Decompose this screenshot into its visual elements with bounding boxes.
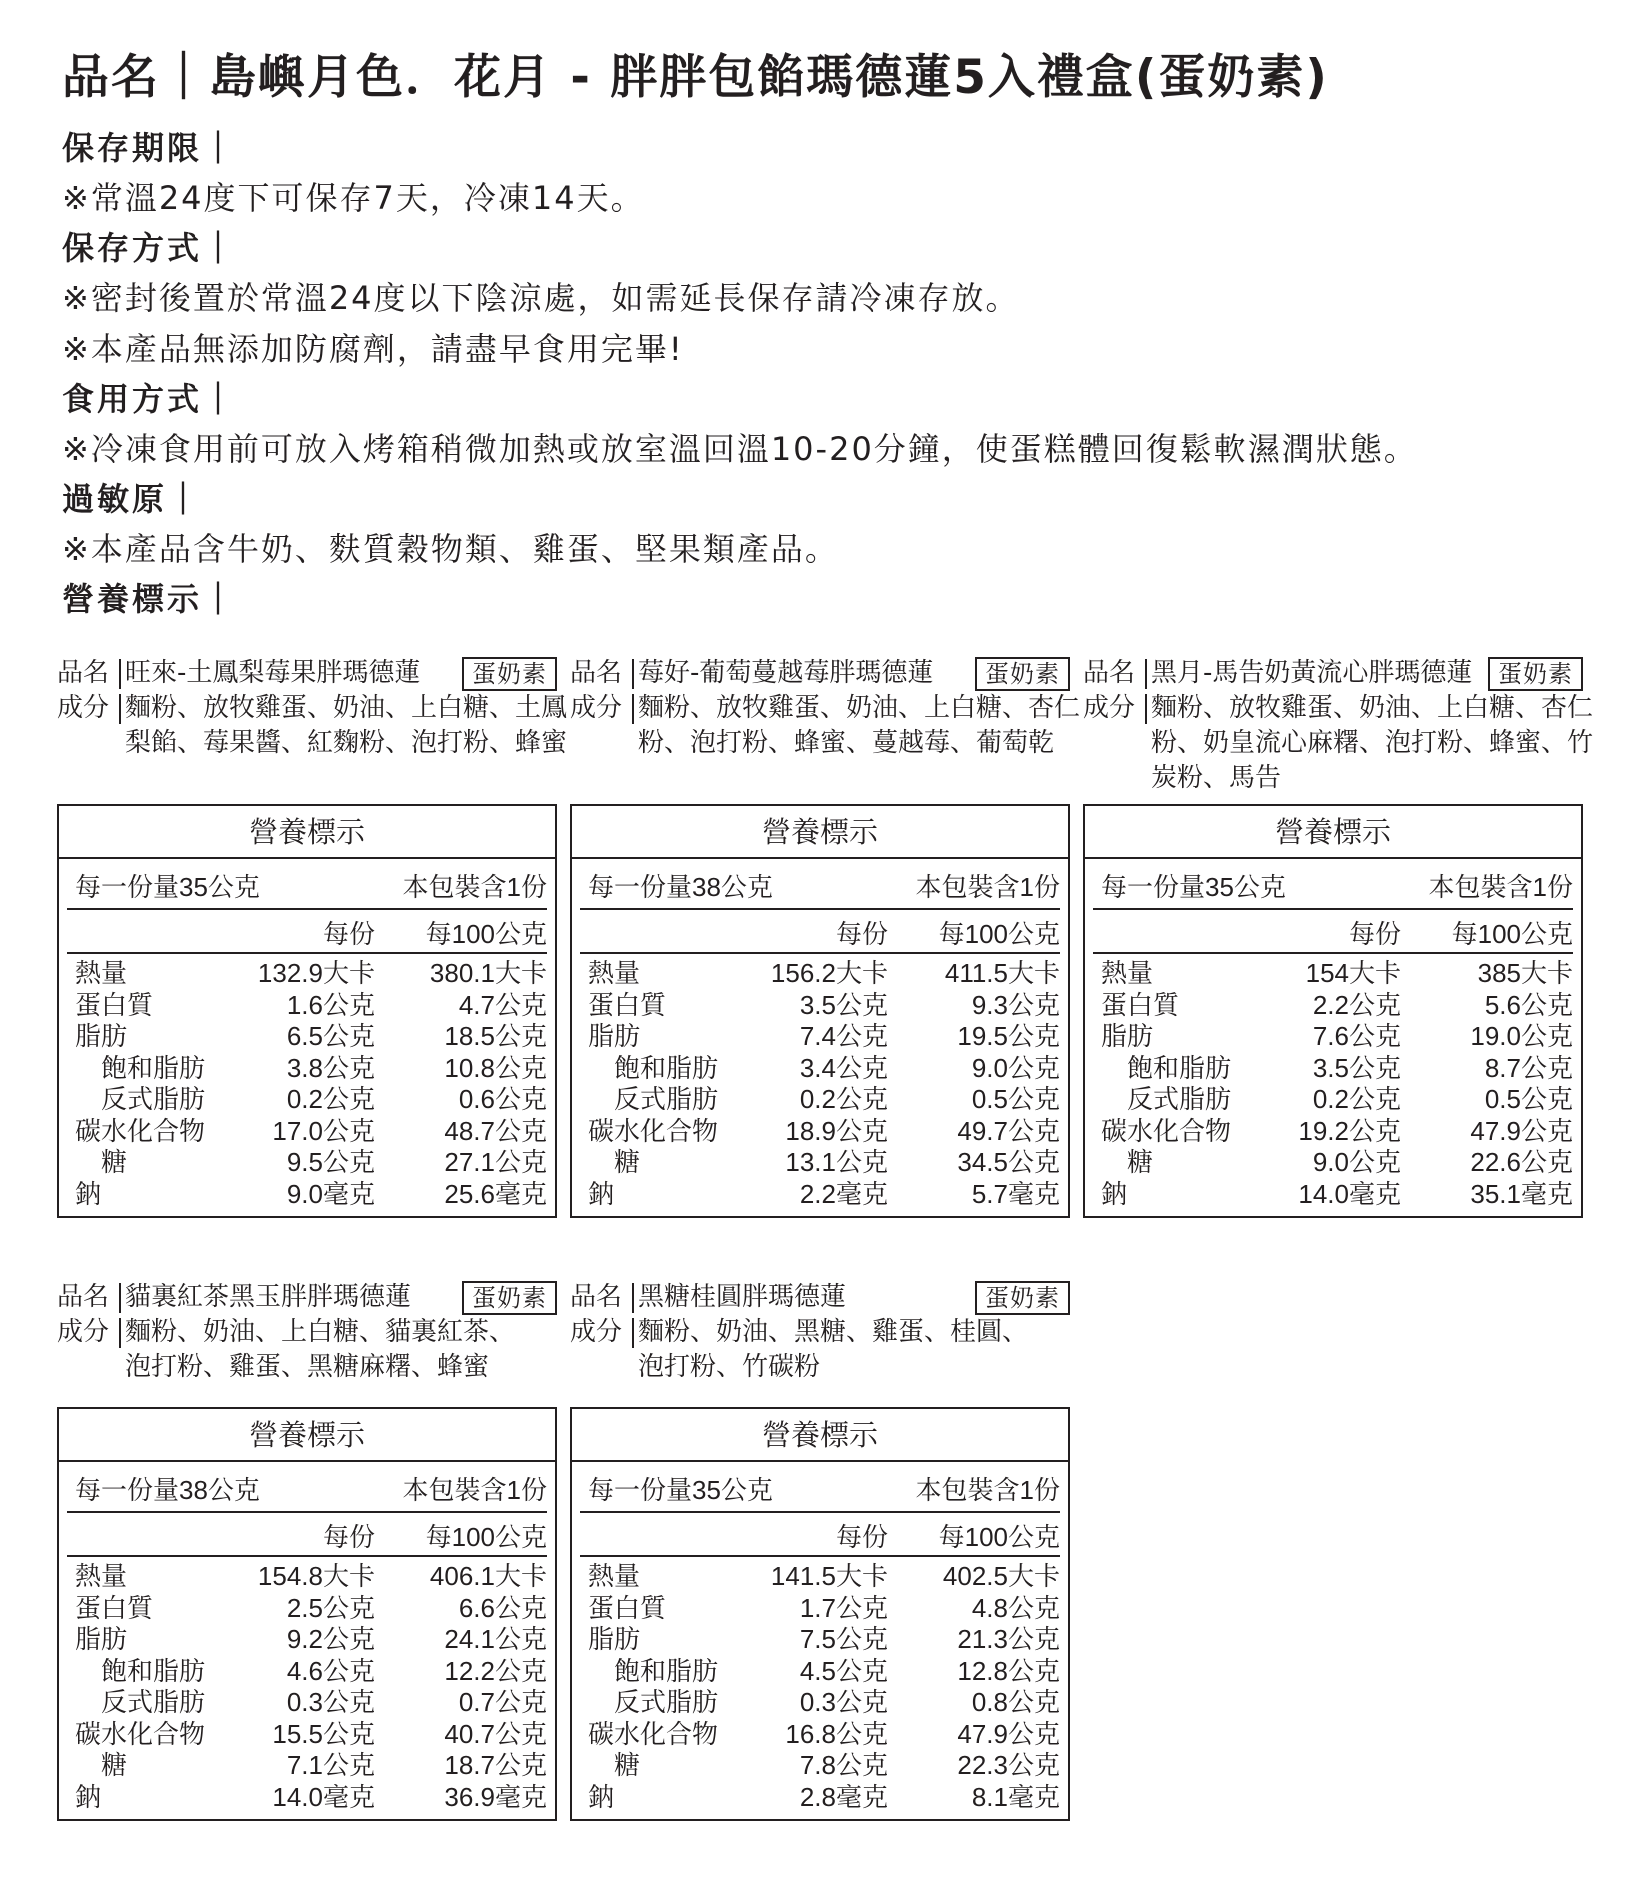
product-name: 貓裏紅茶黑玉胖胖瑪德蓮 — [125, 1282, 412, 1312]
per-serving-value: 4.6公克 — [286, 1655, 375, 1686]
serving-row — [67, 861, 547, 910]
per-serving-value: 0.2公克 — [1312, 1084, 1401, 1114]
nutrient-row — [1093, 1021, 1573, 1053]
nutrient-row — [67, 1021, 547, 1053]
per-serving-value: 3.5公克 — [799, 989, 888, 1020]
per-100g-value: 0.7公克 — [458, 1687, 547, 1717]
per-serving-value: 0.3公克 — [286, 1687, 375, 1717]
ingredients-line: 粉、泡打粉、蜂蜜、蔓越莓、葡萄乾 — [638, 728, 1055, 758]
nutrient-name: 反式脂肪 — [614, 1084, 719, 1114]
per-serving-value: 2.2公克 — [1312, 989, 1401, 1020]
nutrient-row — [1093, 1147, 1573, 1179]
per-serving-value: 0.2公克 — [286, 1084, 375, 1114]
nutrient-name: 糖 — [101, 1147, 128, 1177]
product-info-5 — [570, 1280, 1070, 1385]
ingredients-row — [570, 691, 1081, 761]
per-100g-value: 0.5公克 — [971, 1084, 1060, 1114]
nutrition-table-4 — [57, 1407, 557, 1821]
nutrition-table-title: 營養標示 — [1085, 806, 1581, 859]
product-name-row — [57, 1280, 557, 1315]
per-100g-value: 0.6公克 — [458, 1084, 547, 1114]
per-100g-value: 5.7毫克 — [971, 1178, 1060, 1209]
divider-bar — [632, 659, 634, 689]
per-serving-value: 7.8公克 — [799, 1750, 888, 1780]
per-100g-value: 22.6公克 — [1470, 1147, 1573, 1177]
servings-per-pack: 本包裝含1份 — [402, 1475, 547, 1505]
nutrition-table-body — [1085, 861, 1581, 1216]
nutrient-name: 蛋白質 — [588, 1592, 667, 1623]
per-serving-value: 9.5公克 — [286, 1147, 375, 1177]
nutrient-row — [67, 1179, 547, 1211]
nutrient-row — [1093, 1084, 1573, 1116]
nutrition-heading: 營養標示｜ — [62, 580, 238, 618]
nutrient-name: 糖 — [1127, 1147, 1154, 1177]
nutrition-table-body — [59, 861, 555, 1216]
per-100g-value: 402.5大卡 — [942, 1561, 1060, 1591]
ingredients-line: 麵粉、放牧雞蛋、奶油、上白糖、杏仁 — [638, 693, 1081, 723]
per-serving-value: 2.8毫克 — [799, 1781, 888, 1812]
per-serving-value: 7.1公克 — [286, 1750, 375, 1780]
product-name-row — [57, 656, 557, 691]
nutrient-name: 飽和脂肪 — [614, 1655, 719, 1686]
name-label: 品名 — [57, 1282, 110, 1312]
nutrient-row — [580, 1084, 1060, 1116]
product-name: 黑糖桂圓胖瑪德蓮 — [638, 1282, 847, 1312]
nutrient-row — [67, 1084, 547, 1116]
per-100g-value: 0.8公克 — [971, 1687, 1060, 1717]
servings-per-pack: 本包裝含1份 — [1428, 872, 1573, 902]
divider-bar — [1145, 659, 1147, 689]
ingredients-text — [638, 691, 1081, 761]
per-serving-value: 7.5公克 — [799, 1624, 888, 1654]
nutrition-table-2 — [570, 804, 1070, 1218]
nutrition-table-body — [59, 1464, 555, 1819]
nutrient-row — [67, 990, 547, 1022]
ingredients-row — [570, 1315, 1070, 1385]
ingredients-label: 成分 — [570, 693, 623, 723]
per-100g-value: 9.3公克 — [971, 989, 1060, 1020]
nutrient-name: 反式脂肪 — [614, 1687, 719, 1717]
nutrient-name: 鈉 — [588, 1178, 615, 1209]
ingredients-line: 粉、奶皇流心麻糬、泡打粉、蜂蜜、竹 — [1151, 728, 1594, 758]
shelf-life-text: ※常溫24度下可保存7天，冷凍14天。 — [62, 179, 645, 217]
per-serving-value: 14.0毫克 — [1298, 1178, 1401, 1209]
ingredients-text — [1151, 691, 1594, 796]
ingredients-line: 麵粉、放牧雞蛋、奶油、上白糖、土鳳 — [125, 693, 568, 723]
divider-bar — [119, 1283, 121, 1313]
serving-row — [67, 1464, 547, 1513]
nutrient-name: 鈉 — [75, 1781, 102, 1812]
per-serving-value: 3.5公克 — [1312, 1052, 1401, 1083]
nutrient-row — [1093, 958, 1573, 990]
per-serving-value: 154大卡 — [1305, 958, 1401, 988]
nutrient-name: 蛋白質 — [588, 989, 667, 1020]
ingredients-label: 成分 — [570, 1317, 623, 1347]
nutrient-name: 熱量 — [588, 1561, 641, 1591]
name-label: 品名 — [570, 1282, 623, 1312]
per-100g-value: 8.7公克 — [1484, 1052, 1573, 1083]
per-serving-value: 16.8公克 — [785, 1718, 888, 1749]
per-serving-value: 4.5公克 — [799, 1655, 888, 1686]
per-100g-value: 47.9公克 — [1470, 1115, 1573, 1146]
nutrient-row — [1093, 1116, 1573, 1148]
per-100g-value: 19.5公克 — [957, 1021, 1060, 1051]
servings-per-pack: 本包裝含1份 — [402, 872, 547, 902]
ingredients-line: 炭粉、馬告 — [1151, 763, 1282, 793]
per-100g-value: 47.9公克 — [957, 1718, 1060, 1749]
per-serving-header: 每份 — [835, 919, 888, 949]
divider-bar — [632, 1318, 634, 1348]
column-header-row — [1093, 910, 1573, 954]
column-header-row — [67, 910, 547, 954]
per-100g-value: 35.1毫克 — [1470, 1178, 1573, 1209]
nutrient-name: 蛋白質 — [75, 989, 154, 1020]
nutrient-row — [580, 1147, 1060, 1179]
nutrient-name: 脂肪 — [75, 1624, 128, 1654]
nutrient-name: 糖 — [101, 1750, 128, 1780]
ingredients-line: 泡打粉、竹碳粉 — [638, 1352, 821, 1382]
per-100g-value: 6.6公克 — [458, 1592, 547, 1623]
product-info-1 — [57, 656, 568, 761]
nutrient-row — [580, 1561, 1060, 1593]
per-serving-header: 每份 — [322, 1522, 375, 1552]
serving-size: 每一份量35公克 — [588, 1475, 773, 1505]
nutrient-name: 飽和脂肪 — [1127, 1052, 1232, 1083]
ingredients-label: 成分 — [57, 1317, 110, 1347]
usage-heading: 食用方式｜ — [62, 380, 238, 418]
ingredients-line: 泡打粉、雞蛋、黑糖麻糬、蜂蜜 — [125, 1352, 490, 1382]
nutrition-table-5 — [570, 1407, 1070, 1821]
divider-bar — [119, 659, 121, 689]
nutrient-name: 熱量 — [75, 1561, 128, 1591]
nutrient-row — [67, 1147, 547, 1179]
per-serving-value: 154.8大卡 — [257, 1561, 375, 1591]
nutrient-row — [67, 1593, 547, 1625]
allergen-text: ※本產品含牛奶、麩質穀物類、雞蛋、堅果類產品。 — [62, 530, 839, 568]
diet-tag: 蛋奶素 — [1488, 657, 1583, 691]
ingredients-row — [1083, 691, 1594, 796]
per-serving-value: 7.4公克 — [799, 1021, 888, 1051]
diet-tag: 蛋奶素 — [975, 1281, 1070, 1315]
name-label: 品名 — [570, 658, 623, 688]
nutrient-name: 糖 — [614, 1750, 641, 1780]
serving-size: 每一份量35公克 — [75, 872, 260, 902]
nutrient-row — [67, 1561, 547, 1593]
nutrient-name: 糖 — [614, 1147, 641, 1177]
divider-bar — [632, 694, 634, 724]
ingredients-label: 成分 — [1083, 693, 1136, 723]
per-serving-value: 9.2公克 — [286, 1624, 375, 1654]
serving-size: 每一份量38公克 — [75, 1475, 260, 1505]
nutrient-name: 碳水化合物 — [75, 1718, 206, 1749]
nutrient-row — [580, 1719, 1060, 1751]
per-100g-value: 0.5公克 — [1484, 1084, 1573, 1114]
column-header-row — [67, 1513, 547, 1557]
nutrient-name: 鈉 — [1101, 1178, 1128, 1209]
divider-bar — [119, 694, 121, 724]
nutrient-name: 熱量 — [75, 958, 128, 988]
storage-method-text: ※密封後置於常溫24度以下陰涼處，如需延長保存請冷凍存放。 — [62, 279, 1020, 317]
per-serving-value: 2.2毫克 — [799, 1178, 888, 1209]
serving-size: 每一份量38公克 — [588, 872, 773, 902]
nutrient-row — [1093, 990, 1573, 1022]
nutrient-row — [67, 1687, 547, 1719]
per-100g-value: 49.7公克 — [957, 1115, 1060, 1146]
allergen-heading: 過敏原｜ — [62, 480, 203, 518]
product-name: 黑月-馬告奶黃流心胖瑪德蓮 — [1151, 658, 1473, 688]
per-100g-value: 48.7公克 — [444, 1115, 547, 1146]
nutrient-name: 碳水化合物 — [588, 1115, 719, 1146]
per-100g-header: 每100公克 — [938, 1522, 1060, 1552]
nutrient-name: 熱量 — [1101, 958, 1154, 988]
per-100g-value: 40.7公克 — [444, 1718, 547, 1749]
nutrient-row — [580, 1179, 1060, 1211]
nutrient-name: 反式脂肪 — [101, 1084, 206, 1114]
nutrient-name: 脂肪 — [588, 1624, 641, 1654]
nutrient-row — [1093, 1053, 1573, 1085]
nutrient-row — [67, 1624, 547, 1656]
nutrient-name: 反式脂肪 — [1127, 1084, 1232, 1114]
diet-tag: 蛋奶素 — [462, 657, 557, 691]
column-header-row — [580, 910, 1060, 954]
per-100g-value: 22.3公克 — [957, 1750, 1060, 1780]
page-title: 品名｜島嶼月色．花月 - 胖胖包餡瑪德蓮5入禮盒(蛋奶素) — [62, 50, 1329, 105]
per-serving-value: 1.6公克 — [286, 989, 375, 1020]
preservative-note: ※本產品無添加防腐劑，請盡早食用完畢! — [62, 330, 684, 368]
per-100g-header: 每100公克 — [425, 919, 547, 949]
product-info-4 — [57, 1280, 557, 1385]
nutrient-row — [580, 990, 1060, 1022]
product-name: 莓好-葡萄蔓越莓胖瑪德蓮 — [638, 658, 934, 688]
per-serving-value: 7.6公克 — [1312, 1021, 1401, 1051]
nutrient-name: 蛋白質 — [1101, 989, 1180, 1020]
nutrient-rows — [67, 954, 547, 1216]
nutrition-table-title: 營養標示 — [59, 1409, 555, 1462]
per-serving-header: 每份 — [835, 1522, 888, 1552]
nutrient-row — [580, 1782, 1060, 1814]
nutrient-name: 鈉 — [588, 1781, 615, 1812]
serving-row — [580, 861, 1060, 910]
per-serving-value: 141.5大卡 — [770, 1561, 888, 1591]
usage-text: ※冷凍食用前可放入烤箱稍微加熱或放室溫回溫10-20分鐘，使蛋糕體回復鬆軟濕潤狀態。 — [62, 430, 1418, 468]
per-100g-header: 每100公克 — [938, 919, 1060, 949]
product-name-row — [570, 1280, 1070, 1315]
nutrient-name: 熱量 — [588, 958, 641, 988]
diet-tag: 蛋奶素 — [975, 657, 1070, 691]
divider-bar — [1145, 694, 1147, 724]
nutrient-row — [67, 1750, 547, 1782]
name-label: 品名 — [57, 658, 110, 688]
per-serving-value: 3.8公克 — [286, 1052, 375, 1083]
nutrient-row — [580, 1053, 1060, 1085]
per-serving-value: 156.2大卡 — [770, 958, 888, 988]
per-serving-value: 14.0毫克 — [272, 1781, 375, 1812]
per-serving-value: 132.9大卡 — [257, 958, 375, 988]
per-100g-value: 9.0公克 — [971, 1052, 1060, 1083]
per-serving-value: 9.0毫克 — [286, 1178, 375, 1209]
nutrient-name: 脂肪 — [1101, 1021, 1154, 1051]
divider-bar — [119, 1318, 121, 1348]
nutrient-name: 鈉 — [75, 1178, 102, 1209]
per-serving-value: 0.3公克 — [799, 1687, 888, 1717]
nutrition-table-title: 營養標示 — [59, 806, 555, 859]
ingredients-text — [638, 1315, 1070, 1385]
storage-info — [62, 124, 1582, 624]
product-name-row — [570, 656, 1070, 691]
per-serving-value: 18.9公克 — [785, 1115, 888, 1146]
nutrition-table-1 — [57, 804, 557, 1218]
nutrient-row — [580, 1593, 1060, 1625]
nutrient-row — [67, 1656, 547, 1688]
nutrient-row — [580, 1687, 1060, 1719]
nutrient-row — [67, 1719, 547, 1751]
per-100g-value: 12.2公克 — [444, 1655, 547, 1686]
per-100g-value: 406.1大卡 — [429, 1561, 547, 1591]
per-serving-value: 6.5公克 — [286, 1021, 375, 1051]
per-100g-value: 4.8公克 — [971, 1592, 1060, 1623]
diet-tag: 蛋奶素 — [462, 1281, 557, 1315]
nutrition-table-3 — [1083, 804, 1583, 1218]
per-100g-value: 25.6毫克 — [444, 1178, 547, 1209]
per-serving-header: 每份 — [322, 919, 375, 949]
serving-row — [1093, 861, 1573, 910]
per-100g-value: 27.1公克 — [444, 1147, 547, 1177]
nutrient-row — [580, 1750, 1060, 1782]
per-serving-value: 3.4公克 — [799, 1052, 888, 1083]
ingredients-line: 麵粉、奶油、黑糖、雞蛋、桂圓、 — [638, 1317, 1029, 1347]
per-serving-value: 17.0公克 — [272, 1115, 375, 1146]
per-100g-value: 380.1大卡 — [429, 958, 547, 988]
nutrient-rows — [580, 1557, 1060, 1819]
per-serving-value: 1.7公克 — [799, 1592, 888, 1623]
per-serving-value: 19.2公克 — [1298, 1115, 1401, 1146]
nutrient-name: 脂肪 — [75, 1021, 128, 1051]
per-100g-value: 18.7公克 — [444, 1750, 547, 1780]
product-info-2 — [570, 656, 1081, 761]
nutrient-name: 飽和脂肪 — [614, 1052, 719, 1083]
nutrient-name: 飽和脂肪 — [101, 1052, 206, 1083]
nutrient-name: 反式脂肪 — [101, 1687, 206, 1717]
nutrient-name: 碳水化合物 — [75, 1115, 206, 1146]
per-serving-header: 每份 — [1348, 919, 1401, 949]
nutrition-table-title: 營養標示 — [572, 1409, 1068, 1462]
per-100g-value: 5.6公克 — [1484, 989, 1573, 1020]
nutrition-table-title: 營養標示 — [572, 806, 1068, 859]
servings-per-pack: 本包裝含1份 — [915, 1475, 1060, 1505]
per-100g-value: 4.7公克 — [458, 989, 547, 1020]
per-100g-value: 19.0公克 — [1470, 1021, 1573, 1051]
per-100g-value: 18.5公克 — [444, 1021, 547, 1051]
per-serving-value: 13.1公克 — [785, 1147, 888, 1177]
product-info-3 — [1083, 656, 1594, 796]
per-100g-value: 411.5大卡 — [944, 958, 1060, 988]
per-100g-value: 24.1公克 — [444, 1624, 547, 1654]
nutrient-row — [580, 1624, 1060, 1656]
nutrient-row — [580, 1116, 1060, 1148]
nutrient-row — [580, 1656, 1060, 1688]
per-100g-header: 每100公克 — [1451, 919, 1573, 949]
nutrient-row — [580, 1021, 1060, 1053]
nutrient-name: 碳水化合物 — [1101, 1115, 1232, 1146]
nutrition-table-body — [572, 1464, 1068, 1819]
nutrient-name: 蛋白質 — [75, 1592, 154, 1623]
nutrient-row — [67, 1053, 547, 1085]
nutrient-row — [67, 958, 547, 990]
per-100g-value: 8.1毫克 — [971, 1781, 1060, 1812]
nutrient-rows — [1093, 954, 1573, 1216]
ingredients-line: 梨餡、莓果醬、紅麴粉、泡打粉、蜂蜜 — [125, 728, 568, 758]
ingredients-text — [125, 691, 568, 761]
servings-per-pack: 本包裝含1份 — [915, 872, 1060, 902]
nutrient-row — [1093, 1179, 1573, 1211]
ingredients-label: 成分 — [57, 693, 110, 723]
ingredients-row — [57, 1315, 557, 1385]
per-100g-header: 每100公克 — [425, 1522, 547, 1552]
ingredients-row — [57, 691, 568, 761]
per-serving-value: 0.2公克 — [799, 1084, 888, 1114]
nutrition-table-body — [572, 861, 1068, 1216]
ingredients-line: 麵粉、放牧雞蛋、奶油、上白糖、杏仁 — [1151, 693, 1594, 723]
per-100g-value: 12.8公克 — [957, 1655, 1060, 1686]
divider-bar — [632, 1283, 634, 1313]
serving-row — [580, 1464, 1060, 1513]
per-100g-value: 34.5公克 — [957, 1147, 1060, 1177]
nutrient-rows — [67, 1557, 547, 1819]
storage-method-heading: 保存方式｜ — [62, 229, 238, 267]
per-100g-value: 36.9毫克 — [444, 1781, 547, 1812]
serving-size: 每一份量35公克 — [1101, 872, 1286, 902]
name-label: 品名 — [1083, 658, 1136, 688]
nutrient-name: 脂肪 — [588, 1021, 641, 1051]
ingredients-line: 麵粉、奶油、上白糖、貓裏紅茶、 — [125, 1317, 516, 1347]
nutrient-name: 飽和脂肪 — [101, 1655, 206, 1686]
nutrient-row — [67, 1782, 547, 1814]
column-header-row — [580, 1513, 1060, 1557]
nutrient-name: 碳水化合物 — [588, 1718, 719, 1749]
nutrient-rows — [580, 954, 1060, 1216]
per-100g-value: 10.8公克 — [444, 1052, 547, 1083]
per-100g-value: 21.3公克 — [957, 1624, 1060, 1654]
shelf-life-heading: 保存期限｜ — [62, 129, 238, 167]
ingredients-text — [125, 1315, 557, 1385]
nutrient-row — [67, 1116, 547, 1148]
per-100g-value: 385大卡 — [1477, 958, 1573, 988]
per-serving-value: 15.5公克 — [272, 1718, 375, 1749]
product-name-row — [1083, 656, 1583, 691]
per-serving-value: 9.0公克 — [1312, 1147, 1401, 1177]
nutrient-row — [580, 958, 1060, 990]
product-name: 旺來-土鳳梨莓果胖瑪德蓮 — [125, 658, 421, 688]
per-serving-value: 2.5公克 — [286, 1592, 375, 1623]
